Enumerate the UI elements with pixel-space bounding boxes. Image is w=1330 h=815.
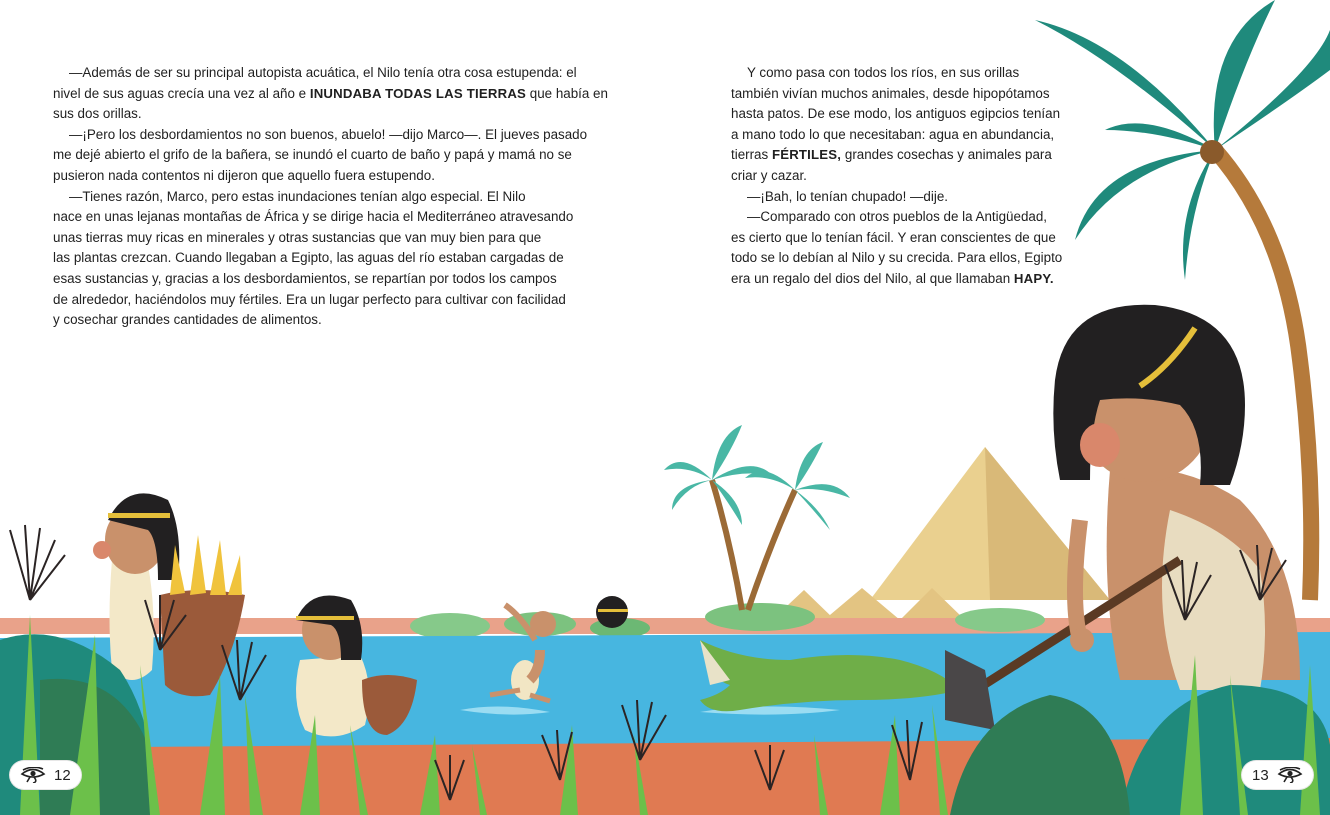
text-line bbox=[53, 84, 613, 105]
emphasized-text: INUNDABA TODAS LAS TIERRAS bbox=[309, 85, 527, 101]
text-run: pusieron nada contentos ni dijeron que aquello fuera estupendo. bbox=[53, 167, 435, 183]
text-line bbox=[53, 207, 613, 228]
text-line bbox=[53, 145, 613, 166]
text-run: también vivían muchos animales, desde hipopótamos bbox=[731, 85, 1050, 101]
text-line bbox=[53, 228, 613, 249]
paragraph bbox=[731, 207, 1071, 289]
text-line bbox=[731, 104, 1071, 125]
text-line bbox=[53, 166, 613, 187]
text-line bbox=[731, 63, 1071, 84]
text-line bbox=[53, 290, 613, 311]
text-run: nace en unas lejanas montañas de África y se dirige hacia el Mediterráneo atravesando bbox=[53, 209, 574, 225]
text-line bbox=[731, 207, 1071, 228]
paragraph bbox=[53, 187, 613, 331]
text-run: unas tierras muy ricas en minerales y otras sustancias que van muy bien para que bbox=[53, 229, 542, 245]
text-run: grandes cosechas y animales para bbox=[841, 147, 1052, 163]
text-line bbox=[731, 228, 1071, 249]
text-run: es cierto que lo tenían fácil. Y eran conscientes de que bbox=[731, 229, 1056, 245]
page-number-right bbox=[1242, 761, 1313, 789]
text-run: nivel de sus aguas crecía una vez al año e bbox=[53, 85, 310, 101]
text-line bbox=[731, 269, 1071, 290]
text-run: sus dos orillas. bbox=[53, 106, 142, 122]
text-line bbox=[53, 125, 613, 146]
text-run: que había en bbox=[526, 85, 608, 101]
emphasized-text: HAPY. bbox=[1013, 270, 1054, 286]
text-run: tierras bbox=[731, 147, 772, 163]
text-line bbox=[731, 187, 1071, 208]
text-run: esas sustancias y, gracias a los desbordamientos, se repartían por todos los campos bbox=[53, 270, 557, 286]
floating-head bbox=[596, 596, 628, 628]
paragraph bbox=[53, 125, 613, 187]
text-run: todo se lo debían al Nilo y su crecida. Para ellos, Egipto bbox=[731, 250, 1063, 266]
text-run: me dejé abierto el grifo de la bañera, se inundó el cuarto de baño y papá y mamá no se bbox=[53, 147, 572, 163]
text-run: era un regalo del dios del Nilo, al que llamaban bbox=[731, 270, 1014, 286]
eye-of-horus-icon bbox=[1277, 767, 1303, 783]
text-run: las plantas crezcan. Cuando llegaban a Egipto, las aguas del río estaban cargadas de bbox=[53, 250, 564, 266]
emphasized-text: FÉRTILES, bbox=[771, 147, 842, 163]
text-line bbox=[53, 310, 613, 331]
text-line bbox=[731, 125, 1071, 146]
text-run: —¡Bah, lo tenían chupado! —dije. bbox=[747, 188, 948, 204]
text-line bbox=[731, 145, 1071, 166]
text-line bbox=[53, 187, 613, 208]
text-run: de alrededor, haciéndolos muy fértiles. Era un lugar perfecto para cultivar con facilidad bbox=[53, 291, 566, 307]
text-line bbox=[731, 248, 1071, 269]
text-run: —Tienes razón, Marco, pero estas inundaciones tenían algo especial. El Nilo bbox=[69, 188, 526, 204]
eye-of-horus-icon bbox=[20, 767, 46, 783]
text-run: criar y cazar. bbox=[731, 167, 807, 183]
page-number-text: 13 bbox=[1252, 766, 1269, 784]
paragraph bbox=[53, 63, 613, 125]
paragraph bbox=[731, 187, 1071, 208]
page-number-text: 12 bbox=[54, 766, 71, 784]
text-line bbox=[53, 248, 613, 269]
text-line bbox=[731, 166, 1071, 187]
text-run: —¡Pero los desbordamientos no son buenos, abuelo! —dijo Marco—. El jueves pasado bbox=[69, 126, 588, 142]
text-run: a mano todo lo que necesitaban: agua en abundancia, bbox=[731, 126, 1055, 142]
man-with-basket bbox=[93, 493, 245, 696]
right-page-text bbox=[731, 63, 1071, 290]
text-line bbox=[53, 104, 613, 125]
text-run: y cosechar grandes cantidades de alimentos. bbox=[53, 312, 322, 328]
text-line bbox=[731, 84, 1071, 105]
page-number-left bbox=[10, 761, 81, 789]
text-run: —Comparado con otros pueblos de la Antigüedad, bbox=[747, 209, 1048, 225]
text-run: hasta patos. De ese modo, los antiguos egipcios tenían bbox=[731, 106, 1061, 122]
text-run: —Además de ser su principal autopista acuática, el Nilo tenía otra cosa estupenda: el bbox=[69, 65, 577, 80]
left-page-text bbox=[53, 63, 613, 331]
text-line bbox=[53, 63, 613, 84]
text-line bbox=[53, 269, 613, 290]
palm-trees bbox=[664, 425, 850, 610]
paragraph bbox=[731, 63, 1071, 187]
text-run: Y como pasa con todos los ríos, en sus orillas bbox=[747, 65, 1020, 80]
